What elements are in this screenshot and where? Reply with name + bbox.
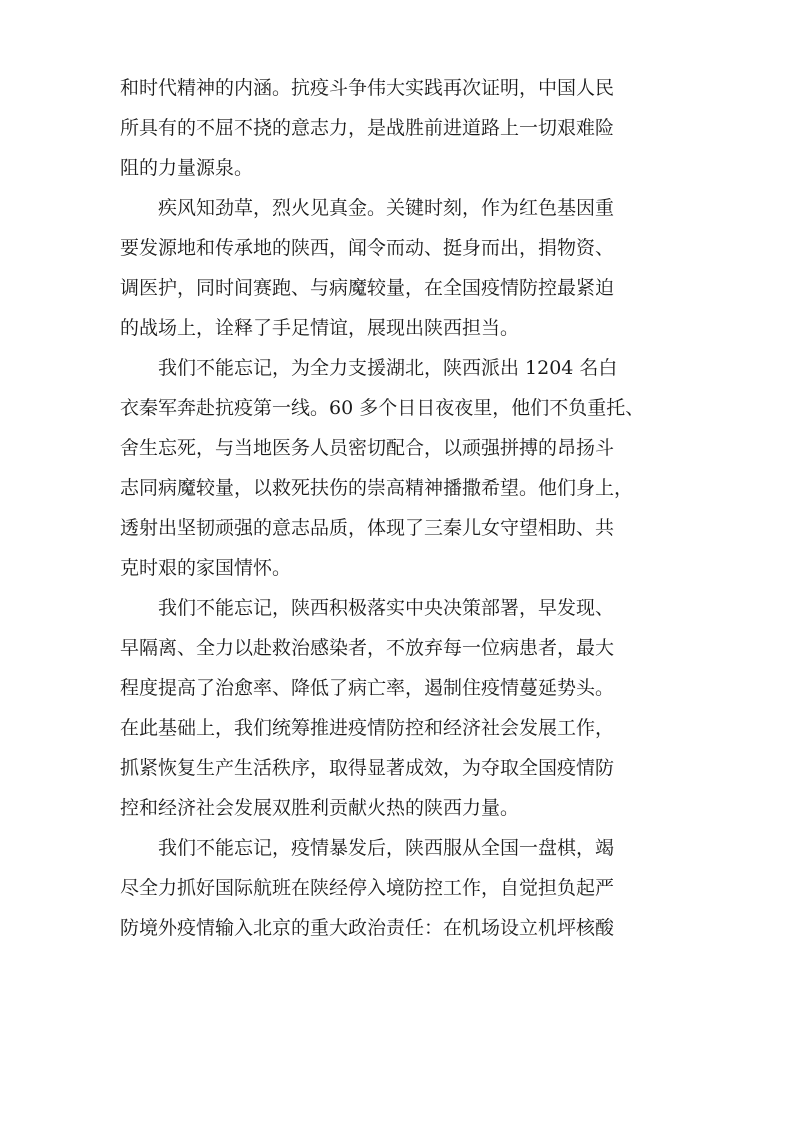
text-line: 防境外疫情输入北京的重大政治责任：在机场设立机坪核酸 <box>120 917 615 939</box>
text-line: 要发源地和传承地的陕西，闻令而动、挺身而出，捐物资、 <box>120 237 615 259</box>
text-line: 疾风知劲草，烈火见真金。关键时刻，作为红色基因重 <box>158 197 615 219</box>
paragraph-3 <box>120 348 680 588</box>
text-line: 程度提高了治愈率、降低了病亡率，遏制住疫情蔓延势头。 <box>120 677 615 699</box>
text-line: 的战场上，诠释了手足情谊，展现出陕西担当。 <box>120 317 520 339</box>
text-line: 舍生忘死，与当地医务人员密切配合，以顽强拼搏的昂扬斗 <box>120 437 615 459</box>
text-line: 我们不能忘记，疫情暴发后，陕西服从全国一盘棋，竭 <box>158 837 615 859</box>
text-line: 抓紧恢复生产生活秩序，取得显著成效，为夺取全国疫情防 <box>120 757 615 779</box>
text-line: 我们不能忘记，为全力支援湖北，陕西派出 1204 名白 <box>158 357 618 379</box>
paragraph-1 <box>120 68 680 188</box>
text-line: 衣秦军奔赴抗疫第一线。60 多个日日夜夜里，他们不负重托、 <box>120 397 645 419</box>
paragraph-5 <box>120 828 680 948</box>
text-line: 早隔离、全力以赴救治感染者，不放弃每一位病患者，最大 <box>120 637 615 659</box>
document-body <box>120 68 680 948</box>
text-line: 和时代精神的内涵。抗疫斗争伟大实践再次证明，中国人民 <box>120 77 615 99</box>
text-line: 所具有的不屈不挠的意志力，是战胜前进道路上一切艰难险 <box>120 117 615 139</box>
paragraph-4 <box>120 588 680 828</box>
text-line: 调医护，同时间赛跑、与病魔较量，在全国疫情防控最紧迫 <box>120 277 615 299</box>
paragraph-2 <box>120 188 680 348</box>
text-line: 阻的力量源泉。 <box>120 157 254 179</box>
text-line: 我们不能忘记，陕西积极落实中央决策部署，早发现、 <box>158 597 615 619</box>
text-line: 克时艰的家国情怀。 <box>120 557 292 579</box>
text-line: 尽全力抓好国际航班在陕经停入境防控工作，自觉担负起严 <box>120 877 615 899</box>
text-line: 志同病魔较量，以救死扶伤的崇高精神播撒希望。他们身上， <box>120 477 634 499</box>
text-line: 在此基础上，我们统筹推进疫情防控和经济社会发展工作， <box>120 717 615 739</box>
text-line: 透射出坚韧顽强的意志品质，体现了三秦儿女守望相助、共 <box>120 517 615 539</box>
text-line: 控和经济社会发展双胜利贡献火热的陕西力量。 <box>120 797 520 819</box>
